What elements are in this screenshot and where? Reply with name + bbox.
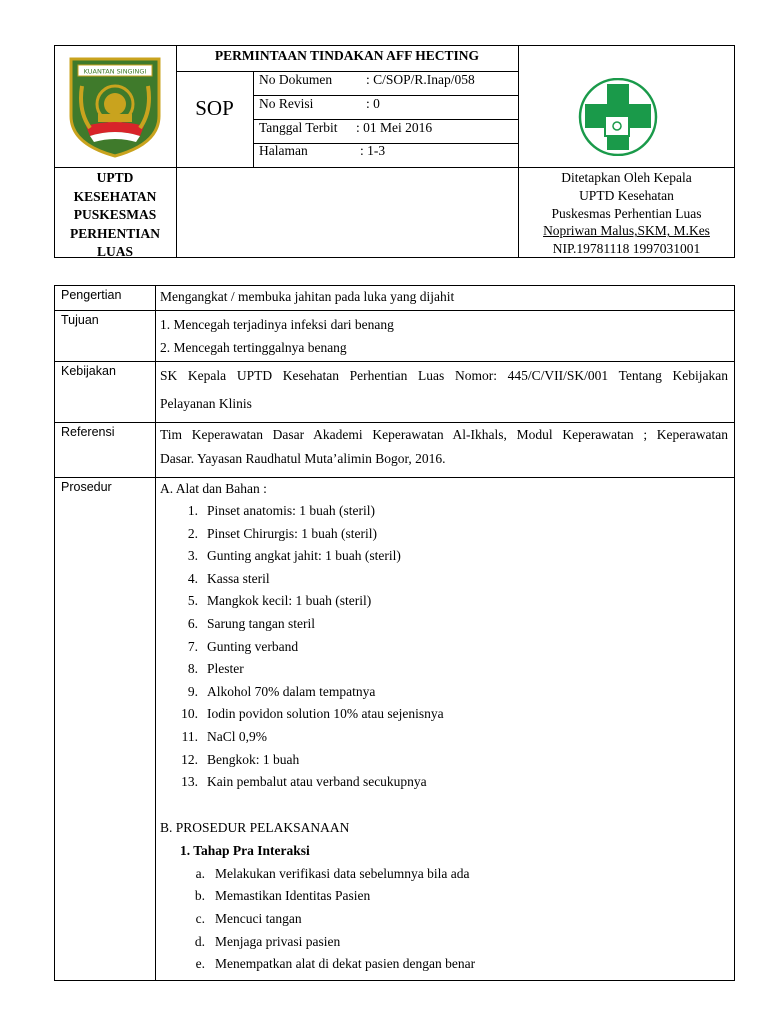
list-item-text: Menempatkan alat di dekat pasien dengan benar [215,956,476,972]
list-item-number: 11. [181,728,198,744]
approval-line: UPTD Kesehatan [579,187,674,203]
row-tujuan [55,311,735,362]
list-item-number: 4. [187,570,198,586]
list-item-number: 12. [181,751,198,767]
list-item-text: Kassa steril [207,570,270,586]
list-item [160,931,728,954]
meta-value-doc: : C/SOP/R.Inap/058 [366,72,475,87]
org-line: KESEHATAN [73,188,157,204]
tujuan-item: 2. Mencegah tertinggalnya benang [160,340,347,355]
referensi-line: Tim Keperawatan Dasar Akademi Keperawatan Al-Ikhals, Modul Keperawatan ; Keperawatan [160,427,728,442]
list-item [160,953,728,976]
org-line: LUAS [96,244,133,259]
meta-label-rev: No Revisi [259,96,314,111]
text-referensi [156,423,735,478]
list-item [160,658,728,681]
list-item-text: Plester [207,661,244,677]
list-item [160,908,728,931]
list-item [160,726,728,749]
list-item-number: 7. [187,638,198,654]
label-pengertian: Pengertian [55,286,156,311]
alat-bahan-list [160,500,728,794]
org-line: PUSKESMAS [73,207,157,222]
list-item-number: c. [195,910,205,926]
list-item-number: 9. [187,683,198,699]
approval-signatory: Nopriwan Malus,SKM, M.Kes [543,223,710,239]
list-item-text: Melakukan verifikasi data sebelumnya bila ada [215,865,470,881]
approval-line: Puskesmas Perhentian Luas [551,205,702,221]
list-item [160,681,728,704]
list-item-text: Bengkok: 1 buah [207,751,300,767]
list-item [160,703,728,726]
approval-line: Ditetapkan Oleh Kepala [561,170,692,185]
row-pengertian [55,286,735,311]
list-item-text: Mencuci tangan [215,910,302,926]
list-item-number: 6. [187,615,198,631]
row-referensi [55,423,735,478]
sop-header [54,45,735,258]
sop-label: SOP [195,96,234,120]
list-item [160,590,728,613]
list-item-number: 1. [187,503,198,518]
list-item-number: b. [194,888,205,904]
prosedur-a-title: A. Alat dan Bahan : [160,481,267,496]
prosedur-b1-title: 1. Tahap Pra Interaksi [180,842,310,858]
list-item-text: Alkohol 70% dalam tempatnya [207,683,376,699]
list-item-number: 8. [187,661,198,677]
pra-interaksi-list [160,863,728,976]
list-item-text: Mangkok kecil: 1 buah (steril) [207,593,372,609]
list-item-number: a. [195,865,205,881]
list-item-text: Pinset Chirurgis: 1 buah (steril) [207,525,377,541]
kebijakan-line: SK Kepala UPTD Kesehatan Perhentian Luas Nomor: 445/C/VII/SK/001 Tentang Kebijakan [160,368,728,383]
puskesmas-cross-icon [577,78,659,156]
list-item-text: Memastikan Identitas Pasien [215,888,371,904]
text-kebijakan [156,362,735,423]
tujuan-item: 1. Mencegah terjadinya infeksi dari benang [160,317,394,332]
list-item [160,545,728,568]
list-item-number: 13. [181,774,198,790]
meta-label-doc: No Dokumen [259,72,333,87]
list-item-text: Iodin povidon solution 10% atau sejenisnya [207,706,444,722]
prosedur-b-title: B. PROSEDUR PELAKSANAAN [160,819,350,835]
kebijakan-line: Pelayanan Klinis [160,396,252,411]
meta-value-page: : 1-3 [360,143,386,158]
label-tujuan: Tujuan [55,311,156,362]
regency-emblem-icon [68,56,162,158]
meta-label-date: Tanggal Terbit [259,120,338,135]
label-prosedur: Prosedur [55,478,156,981]
text-prosedur [156,478,735,981]
list-item [160,749,728,772]
document-title: PERMINTAAN TINDAKAN AFF HECTING [214,48,480,63]
org-line: UPTD [96,170,134,185]
list-item-text: Kain pembalut atau verband secukupnya [207,774,427,790]
list-item-text: Gunting angkat jahit: 1 buah (steril) [207,548,401,564]
referensi-line: Dasar. Yayasan Raudhatul Muta’alimin Bogor, 2016. [160,451,446,466]
sop-content-table [54,285,735,981]
meta-value-rev: : 0 [366,96,380,111]
list-item [160,771,728,794]
approval-nip: NIP.19781118 1997031001 [552,241,701,257]
list-item-number: d. [194,933,205,949]
approval-block [518,169,735,258]
list-item [160,863,728,886]
label-kebijakan: Kebijakan [55,362,156,423]
list-item-number: 3. [187,548,198,564]
meta-label-page: Halaman [259,143,308,158]
row-kebijakan [55,362,735,423]
list-item-text: Menjaga privasi pasien [215,933,341,949]
list-item [160,885,728,908]
text-pengertian: Mengangkat / membuka jahitan pada luka yang dijahit [156,286,735,311]
list-item [160,613,728,636]
list-item [160,523,728,546]
list-item-text: Pinset anatomis: 1 buah (steril) [207,503,375,518]
list-item-number: e. [195,956,205,972]
list-item-text: NaCl 0,9% [207,728,267,744]
text-tujuan [156,311,735,362]
meta-value-date: : 01 Mei 2016 [356,120,433,135]
emblem-text: KUANTAN SINGINGI [83,67,147,76]
list-item-number: 2. [187,525,198,541]
list-item-number: 10. [181,706,198,722]
label-referensi: Referensi [55,423,156,478]
list-item [160,568,728,591]
org-name [54,169,176,262]
list-item-number: 5. [187,593,198,609]
list-item [160,500,728,523]
list-item-text: Gunting verband [207,638,299,654]
list-item-text: Sarung tangan steril [207,615,315,631]
row-prosedur [55,478,735,981]
org-line: PERHENTIAN [69,225,160,241]
list-item [160,636,728,659]
